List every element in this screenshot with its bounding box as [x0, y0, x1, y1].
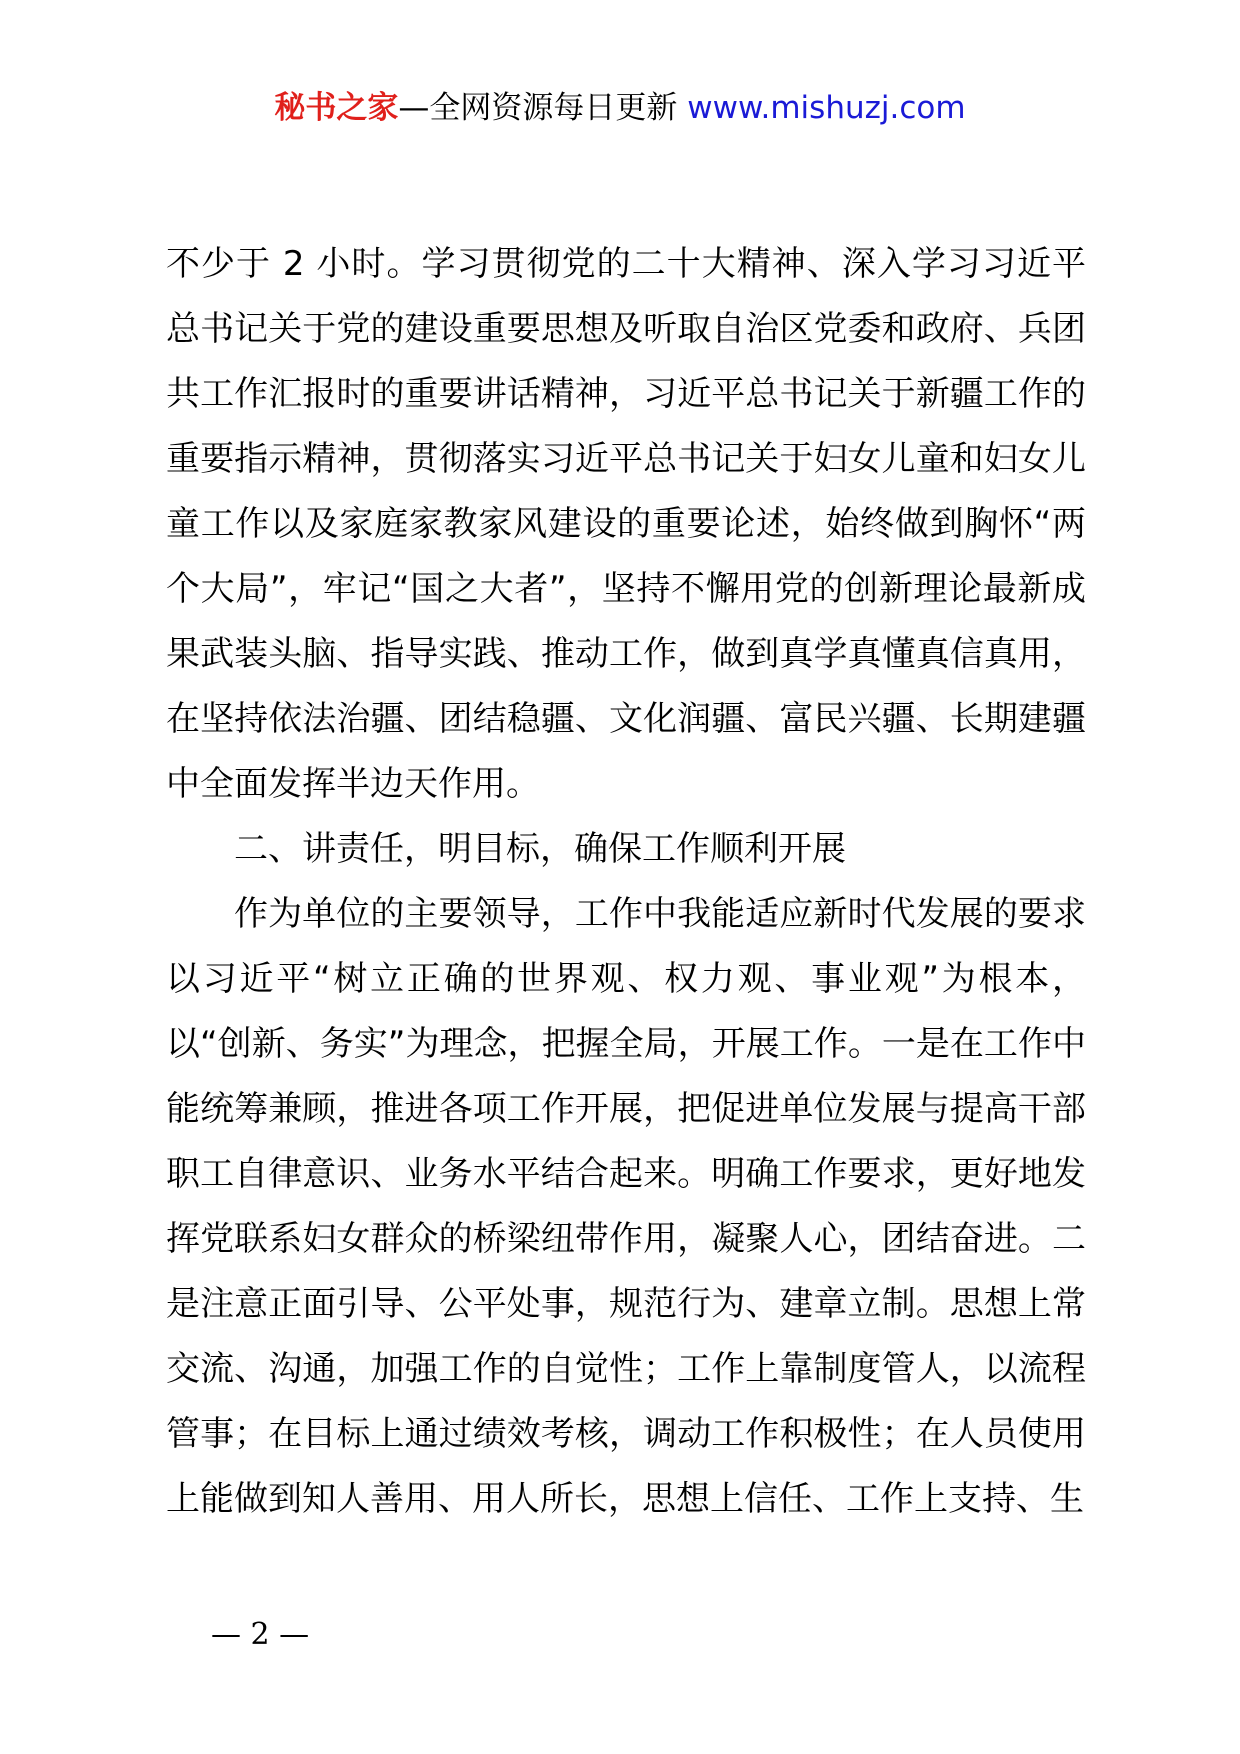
document-body	[166, 232, 1086, 1532]
brand-name: 秘书之家	[274, 90, 399, 126]
page-number: — 2 —	[211, 1617, 310, 1652]
paragraph: 作为单位的主要领导，工作中我能适应新时代发展的要求以习近平“树立正确的世界观、权力观、事业观”为根本，以“创新、务实”为理念，把握全局，开展工作。一是在工作中能统筹兼顾，推进各项工作开展，把促进单位发展与提高干部职工自律意识、业务水平结合起来。明确工作要求，更好地发挥党联系妇女群众的桥梁纽带作用，凝聚人心，团结奋进。二是注意正面引导、公平处事，规范行为、建章立制。思想上常交流、沟通，加强工作的自觉性；工作上靠制度管人，以流程管事；在目标上通过绩效考核，调动工作积极性；在人员使用上能做到知人善用、用人所长，思想上信任、工作上支持、生	[166, 894, 1086, 1519]
site-header	[0, 88, 1240, 128]
section-heading: 二、讲责任，明目标，确保工作顺利开展	[234, 829, 846, 869]
paragraph-continuation: 不少于 2 小时。学习贯彻党的二十大精神、深入学习习近平总书记关于党的建设重要思想及听取自治区党委和政府、兵团共工作汇报时的重要讲话精神，习近平总书记关于新疆工作的重要指示精神，贯彻落实习近平总书记关于妇女儿童和妇女儿童工作以及家庭家教家风建设的重要论述，始终做到胸怀“两个大局”，牢记“国之大者”，坚持不懈用党的创新理论最新成果武装头脑、指导实践、推动工作，做到真学真懂真信真用，在坚持依法治疆、团结稳疆、文化润疆、富民兴疆、长期建疆中全面发挥半边天作用。	[166, 244, 1086, 804]
header-tagline: —全网资源每日更新	[398, 90, 678, 126]
site-url[interactable]: www.mishuzj.com	[687, 90, 966, 126]
